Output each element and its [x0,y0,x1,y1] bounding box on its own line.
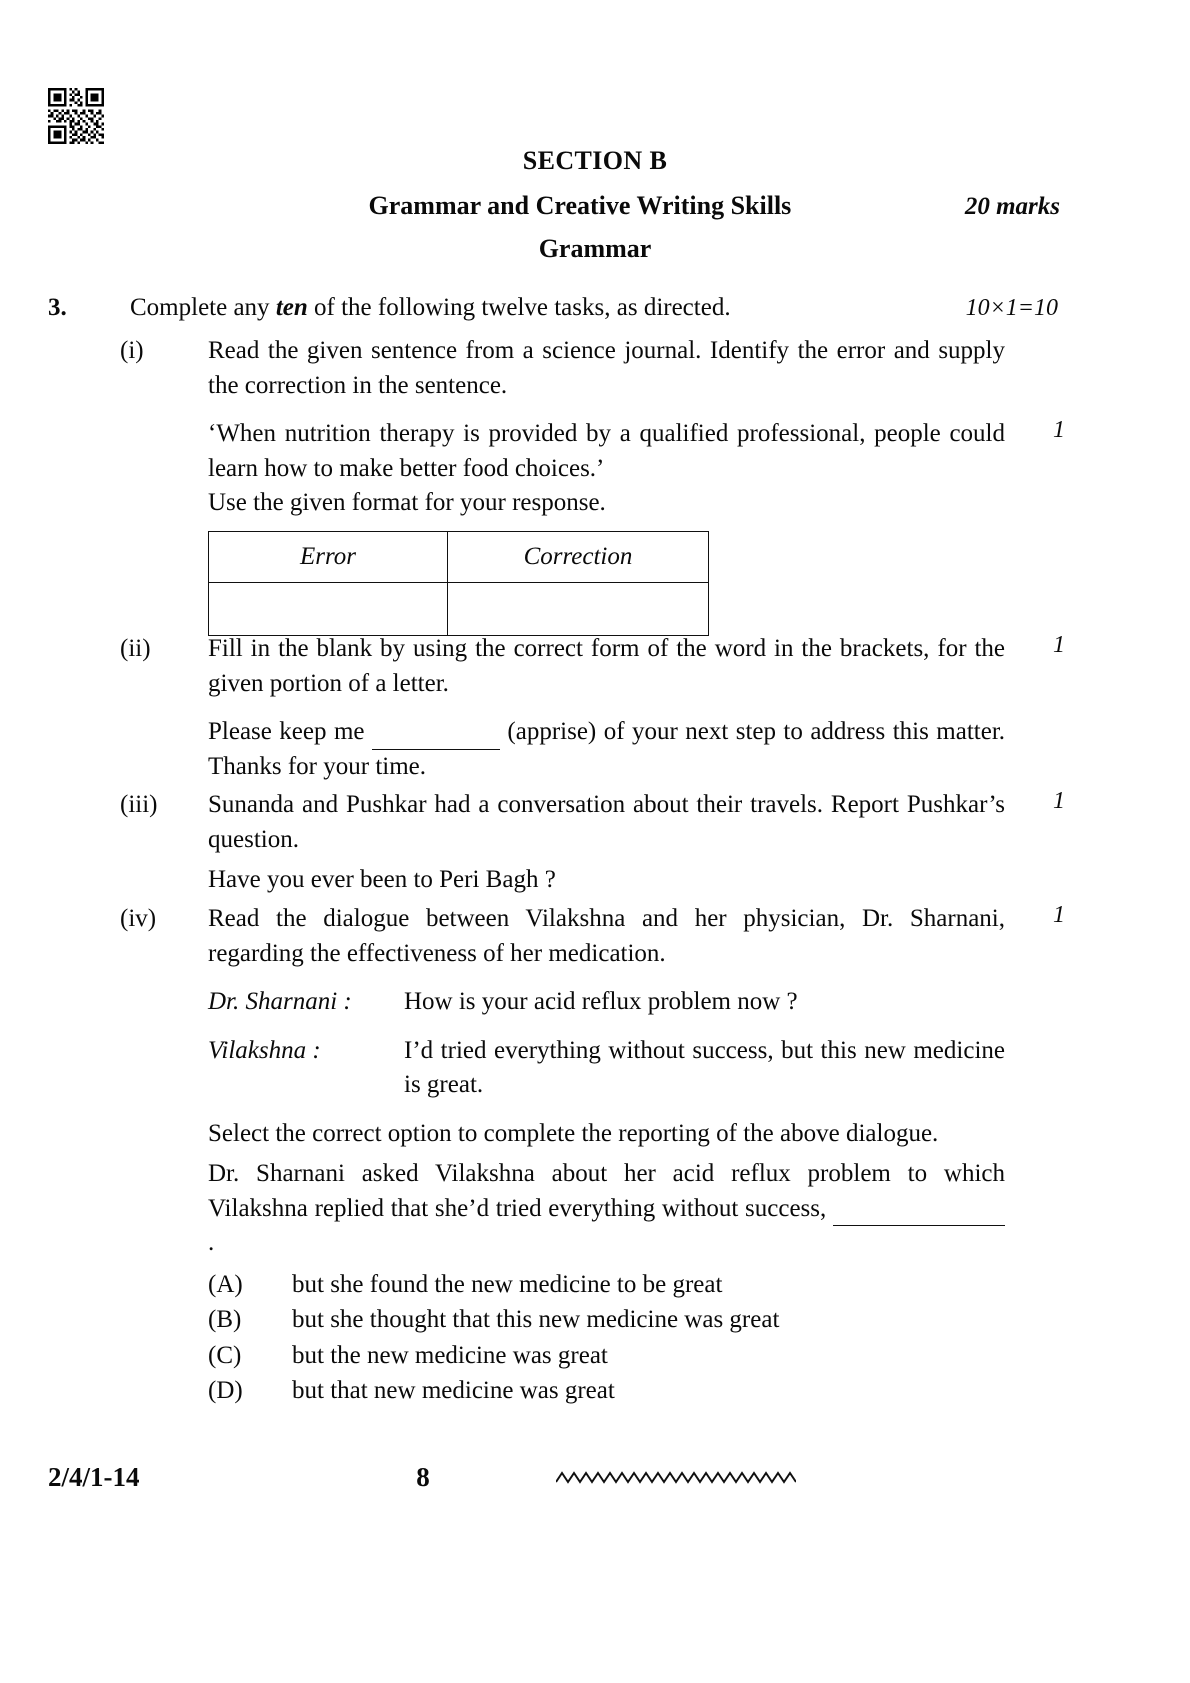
section-marks: 20 marks [964,193,1060,220]
dialogue-line [208,985,1005,1020]
subject-heading-row [135,191,1060,221]
reporting-post: . [208,1229,215,1256]
dialogue-speaker-doctor: Dr. Sharnani : [208,988,352,1015]
task-ii-sentence [208,715,1005,784]
dialogue-2-body [208,1034,1005,1103]
fill-blank-input[interactable] [372,729,500,750]
task-iii-quote-row [120,863,1065,898]
task-iv-prompt-row [120,902,1065,971]
task-ii-prompt: Fill in the blank by using the correct form of the word in the brackets, for the given portion of a letter. [208,635,1005,697]
dialogue-row-2 [120,1034,1065,1103]
spacer [120,403,1065,417]
task-iii-mark: 1 [1053,788,1065,814]
option-d-text: but that new medicine was great [292,1377,615,1404]
task-i [120,334,1065,636]
instruction-emphasis: ten [275,294,308,321]
task-iv-mark: 1 [1053,902,1065,928]
qr-code-icon [48,88,104,144]
option-a-text: but she found the new medicine to be great [292,1270,723,1298]
task-iv-prompt: Read the dialogue between Vilakshna and her physician, Dr. Sharnani, regarding the effectiveness of her medication. [208,905,1005,967]
task-iv-select-body [208,1117,1005,1152]
task-i-body [208,334,1005,403]
option-b-key: (B) [208,1306,242,1333]
table-cell-correction[interactable] [448,582,709,635]
spacer [120,1103,1065,1117]
table-header-correction: Correction [448,531,709,582]
task-iv [120,902,1065,1409]
zigzag-mark-icon [498,1468,1108,1488]
question-3-block [48,294,1058,322]
dialogue-1-body [208,985,1005,1020]
task-ii-mark: 1 [1053,632,1065,658]
paper-code: 2/4/1-14 [48,1462,140,1492]
page-footer [48,1462,1108,1493]
question-instruction [130,294,938,322]
task-ii-sentence-row [120,715,1065,784]
task-iii [120,788,1065,898]
spacer [120,701,1065,715]
table-cell-error[interactable] [209,582,448,635]
question-3-stem-row [48,294,1058,322]
task-i-prompt: Read the given sentence from a science journal. Identify the error and supply the correction in the sentence. [208,337,1005,399]
instruction-pre: Complete any [130,294,276,321]
table-header-error: Error [209,531,448,582]
table-row [209,582,709,635]
task-iii-prompt: Sunanda and Pushkar had a conversation about their travels. Report Pushkar’s question. [208,791,1005,853]
dialogue-line [208,1034,1005,1103]
task-iv-body [208,902,1005,971]
task-iii-body [208,788,1005,857]
task-ii-prompt-row [120,632,1065,701]
task-iii-prompt-row [120,788,1065,857]
task-iv-select-note: Select the correct option to complete the reporting of the above dialogue. [208,1119,939,1147]
task-ii-body [208,632,1005,701]
instruction-post: of the following twelve tasks, as directed. [307,294,731,321]
reporting-pre: Dr. Sharnani asked Vilakshna about her acid reflux problem to which Vilakshna replied that she’d tried everything without success, [208,1160,1005,1222]
page-number: 8 [416,1462,430,1492]
task-i-format-body [208,486,1005,636]
dialogue-text-patient: I’d tried everything without success, but this new medicine is great. [404,1036,1005,1098]
option-b[interactable] [208,1302,1005,1338]
subject-title: Grammar and Creative Writing Skills [368,191,792,220]
option-c[interactable] [208,1338,1005,1374]
part-heading: Grammar [538,234,652,263]
spacer [120,971,1065,985]
dialogue-speaker-patient: Vilakshna : [208,1036,321,1064]
option-d[interactable] [208,1373,1005,1409]
task-iv-reporting-row [120,1157,1065,1261]
question-marks: 10×1=10 [965,295,1058,321]
task-iv-select-row [120,1117,1065,1152]
task-ii [120,632,1065,784]
option-c-key: (C) [208,1341,242,1369]
task-iv-options-row [120,1267,1065,1409]
task-i-quote-row [120,417,1065,486]
task-i-format-row [120,486,1065,636]
task-ii-label: (ii) [120,635,151,662]
dialogue-row-1 [120,985,1065,1020]
task-i-quote: ‘When nutrition therapy is provided by a qualified professional, people could learn how to make better food choices.’ [208,420,1005,482]
task-ii-sentence-pre: Please keep me [208,718,365,745]
option-c-text: but the new medicine was great [292,1341,608,1369]
task-i-quote-body [208,417,1005,486]
spacer [120,1020,1065,1034]
task-ii-sentence-body [208,715,1005,784]
option-b-text: but she thought that this new medicine was great [292,1306,780,1333]
task-i-format-note: Use the given format for your response. [208,489,606,516]
dialogue-text-doctor: How is your acid reflux problem now ? [404,988,798,1015]
reporting-blank-input[interactable] [833,1205,1005,1226]
task-i-prompt-row [120,334,1065,403]
task-iv-reporting-body [208,1157,1005,1261]
question-number: 3. [48,294,67,321]
task-i-label: (i) [120,337,144,364]
task-iv-reporting [208,1157,1005,1261]
section-heading: SECTION B [522,146,668,175]
table-header-row [209,531,709,582]
option-d-key: (D) [208,1377,243,1404]
task-iii-label: (iii) [120,791,158,818]
task-iii-quote: Have you ever been to Peri Bagh ? [208,866,556,893]
task-iv-label: (iv) [120,905,157,932]
task-i-mark: 1 [1053,417,1065,443]
task-iv-options [208,1267,1005,1409]
error-correction-table [208,531,709,636]
option-a[interactable] [208,1267,1005,1303]
task-ii-sentence-post: (apprise) of your next step to address this matter. Thanks for your time. [208,718,1006,780]
task-iii-quote-body [208,863,1005,898]
option-a-key: (A) [208,1270,243,1298]
